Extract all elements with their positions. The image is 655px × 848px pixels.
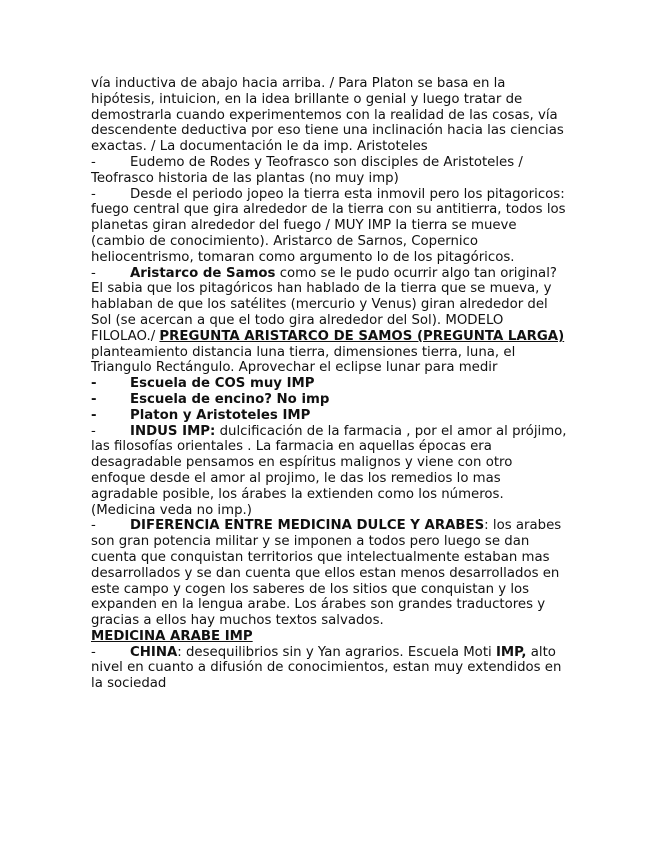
list-item-text: : los arabes son gran potencia militar y se imponen a todos pero luego se dan cuenta que conquistan territorios que intelectualmente estaban mas desarrollados y se dan cuenta que ellos estan menos desarrollados en este campo y cogen los saberes de los sitios que conquistan y los expanden en la lengua arabe. Los árabes son grandes traductores y gracias a ellos hay muchos textos salvados. [91,518,562,629]
bullet-marker: - [91,423,96,439]
list-item-text: Desde el periodo jopeo la tierra esta inmovil pero los pitagoricos: fuego central que gira alrededor de la tierra con su antitierra, todos los planetas giran alrededor del fuego / MUY IMP la tierra se mueve (cambio de conocimiento). Aristarco de Sarnos, Copernico heliocentrismo, tomaran como argumento lo de los pitagóricos. [91,186,566,265]
list-item [91,266,569,377]
list-item-text: dulcificación de la farmacia , por el amor al prójimo, las filosofías orientales . La farmacia en aquellas épocas era desagradable pensamos en espíritus malignos y viene con otro enfoque desde el amor al projimo, le das los remedios lo mas agradable posible, los árabes la extienden como los números. (Medicina veda no imp.) [91,423,567,518]
list-item-text: Eudemo de Rodes y Teofrasco son disciples de Aristoteles / Teofrasco historia de las plantas (no muy imp) [91,154,523,186]
list-item-bold-text: Aristarco de Samos [130,265,276,281]
list-item [91,187,569,266]
list-item-bold-text: DIFERENCIA ENTRE MEDICINA DULCE Y ARABES [130,518,485,534]
bullet-marker: - [91,644,96,660]
bullet-marker: - [91,407,97,423]
list-item-bold-text: INDUS IMP: [130,423,216,439]
bullet-marker: - [91,376,97,392]
bullet-marker: - [91,154,96,170]
list-item-text: como se le pudo ocurrir algo tan original? El sabia que los pitagóricos han hablado de la tierra que se mueva, y hablaban de que los satélites (mercurio y Venus) giran alrededor del Sol (se acercan a que el todo gira alrededor del Sol). MODELO FILOLAO./ [91,265,557,344]
document-body [91,76,569,692]
underlined-question: PREGUNTA ARISTARCO DE SAMOS (PREGUNTA LARGA) [159,328,565,344]
list-item [91,408,569,424]
list-item-bold-text: Escuela de COS muy IMP [130,376,315,392]
bullet-marker: - [91,265,96,281]
list-item-bold-text: Platon y Aristoteles IMP [130,407,311,423]
list-item [91,376,569,392]
list-item [91,155,569,187]
bullet-marker: - [91,186,96,202]
list-item [91,392,569,408]
list-item-bold-text: Escuela de encino? No imp [130,391,330,407]
list-item [91,424,569,519]
list-item [91,518,569,629]
list-item [91,645,569,692]
section-heading-text: MEDICINA ARABE IMP [91,628,253,644]
list-item-text: planteamiento distancia luna tierra, dimensiones tierra, luna, el Triangulo Rectángulo. Aprovechar el eclipse lunar para medir [91,344,516,376]
section-heading [91,629,569,645]
bullet-marker: - [91,391,97,407]
list-item-bold-text: CHINA [130,644,178,660]
bullet-marker: - [91,518,96,534]
list-item-bold-text: IMP, [495,644,527,660]
list-item-text: : desequilibrios sin y Yan agrarios. Escuela Moti [177,644,496,660]
list-item-text: alto nivel en cuanto a difusión de conocimientos, estan muy extendidos en la sociedad [91,644,562,692]
intro-paragraph: vía inductiva de abajo hacia arriba. / Para Platon se basa en la hipótesis, intuicion, en la idea brillante o genial y luego tratar de demostrarla cuando experimentemos con la realidad de las cosas, vía descendente deductiva por eso tiene una inclinación hacia las ciencias exactas. / La documentación le da imp. Aristoteles [91,76,564,155]
